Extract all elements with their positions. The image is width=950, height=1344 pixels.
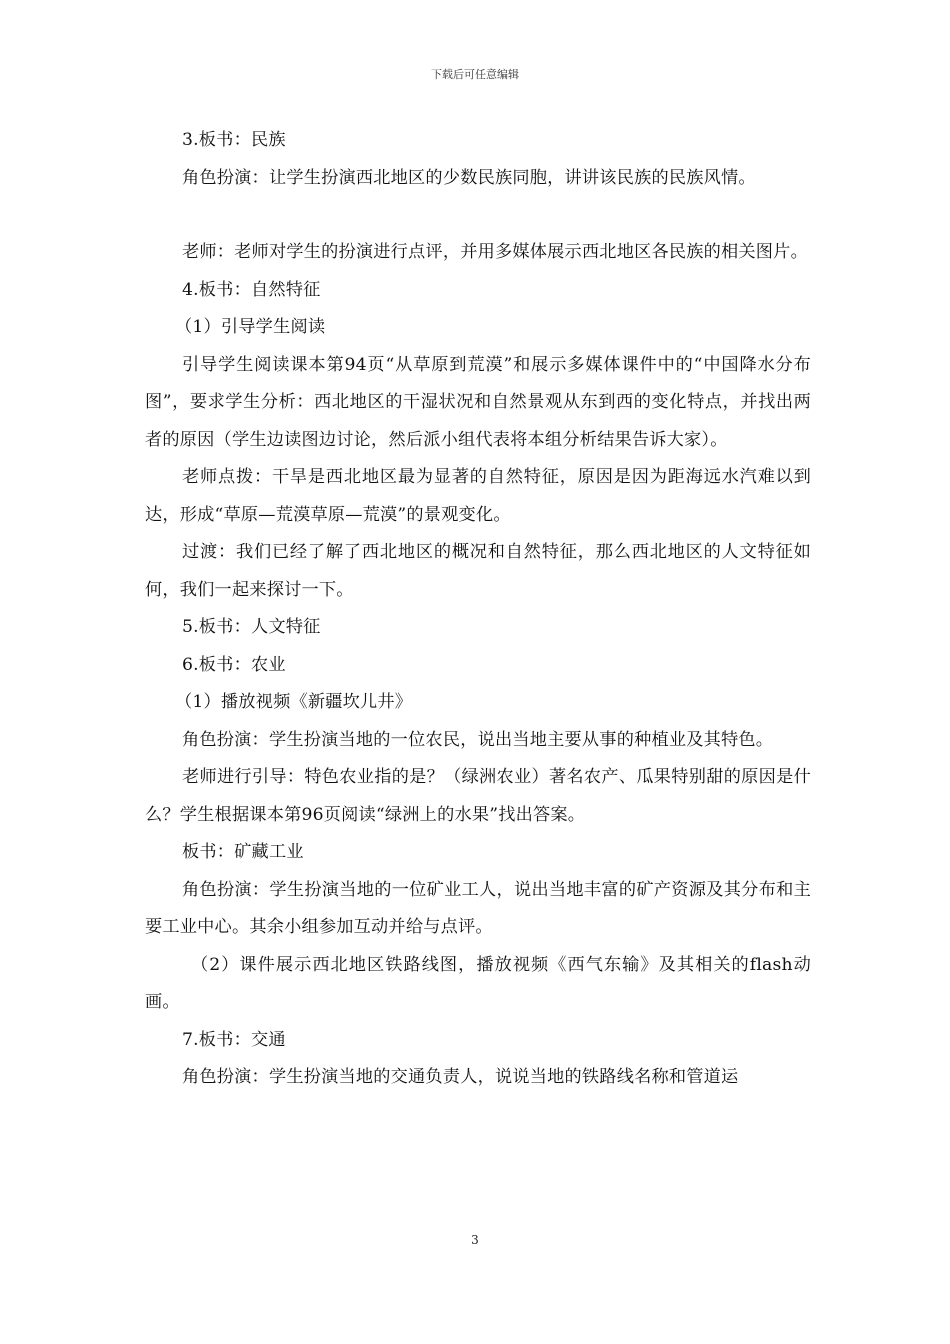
- paragraph-role-play-miner: 角色扮演：学生扮演当地的一位矿业工人，说出当地丰富的矿产资源及其分布和主要工业中心。其余小组参加互动并给与点评。: [145, 879, 811, 937]
- heading-transport: 7.板书：交通: [182, 1029, 286, 1050]
- paragraph-teacher-hint: 老师点拨：干旱是西北地区最为显著的自然特征，原因是因为距海远水汽难以到达，形成“草原—荒漠草原—荒漠”的景观变化。: [145, 467, 811, 525]
- page-header: 下载后可任意编辑: [431, 68, 519, 81]
- paragraph-role-play-ethnic: 角色扮演：让学生扮演西北地区的少数民族同胞，讲讲该民族的民族风情。: [182, 167, 756, 188]
- document-body: [145, 122, 811, 1097]
- blank-line: [145, 197, 811, 234]
- subheading-guided-reading: （1）引导学生阅读: [175, 317, 326, 337]
- subheading-video-karez: （1）播放视频《新疆坎儿井》: [175, 692, 413, 712]
- heading-mining-industry: 板书：矿藏工业: [182, 842, 304, 862]
- heading-agriculture: 6.板书：农业: [182, 654, 286, 675]
- paragraph-transition: 过渡：我们已经了解了西北地区的概况和自然特征，那么西北地区的人文特征如何，我们一起来探讨一下。: [145, 542, 811, 600]
- paragraph-teacher-comment: 老师：老师对学生的扮演进行点评，并用多媒体展示西北地区各民族的相关图片。: [182, 242, 808, 262]
- heading-ethnic: 3.板书：民族: [182, 130, 286, 150]
- paragraph-role-play-transport: 角色扮演：学生扮演当地的交通负责人，说说当地的铁路线名称和管道运: [182, 1067, 739, 1087]
- paragraph-teacher-guidance: 老师进行引导：特色农业指的是？（绿洲农业）著名农产、瓜果特别甜的原因是什么？学生根据课本第96页阅读“绿洲上的水果”找出答案。: [145, 767, 811, 825]
- paragraph-role-play-farmer: 角色扮演：学生扮演当地的一位农民，说出当地主要从事的种植业及其特色。: [182, 729, 774, 750]
- page-number: 3: [471, 1233, 479, 1247]
- heading-human-features: 5.板书：人文特征: [182, 617, 321, 637]
- heading-natural-features: 4.板书：自然特征: [182, 279, 321, 300]
- subheading-railway-map: （2）课件展示西北地区铁路线图，播放视频《西气东输》及其相关的flash动画。: [145, 954, 811, 1012]
- paragraph-guided-reading: 引导学生阅读课本第94页“从草原到荒漠”和展示多媒体课件中的“中国降水分布图”，要求学生分析：西北地区的干湿状况和自然景观从东到西的变化特点，并找出两者的原因（学生边读图边讨论，然后派小组代表将本组分析结果告诉大家）。: [145, 354, 811, 450]
